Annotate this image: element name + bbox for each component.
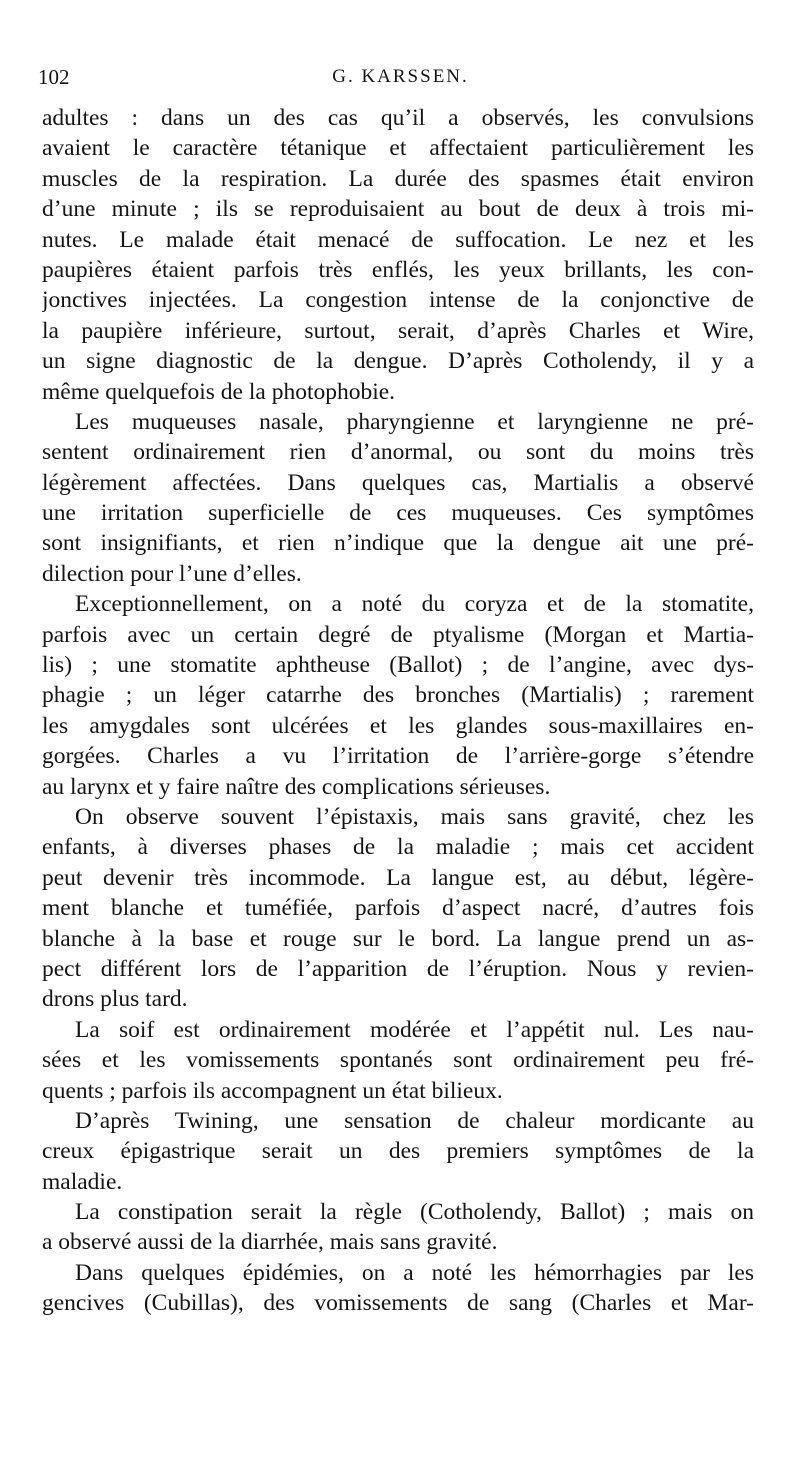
text-line: D’après Twining, une sensation de chaleur mordicante au	[75, 1107, 754, 1134]
text-line: dilection pour l’une d’elles.	[42, 560, 302, 587]
text-line: jonctives injectées. La congestion intense de la conjonctive de	[42, 287, 754, 314]
text-line: ment blanche et tuméfiée, parfois d’aspect nacré, d’autres fois	[42, 895, 754, 922]
text-line: quents ; parfois ils accompagnent un état bilieux.	[42, 1077, 503, 1104]
text-line: Les muqueuses nasale, pharyngienne et laryngienne ne pré-	[75, 408, 754, 435]
paragraph	[42, 1106, 754, 1197]
text-line: gencives (Cubillas), des vomissements de sang (Charles et Mar-	[42, 1290, 754, 1317]
text-line: sont insignifiants, et rien n’indique que la dengue ait une pré-	[42, 530, 754, 557]
text-line: même quelquefois de la photophobie.	[42, 378, 396, 405]
text-line: peut devenir très incommode. La langue est, au début, légère-	[42, 864, 754, 891]
text-line: sées et les vomissements spontanés sont ordinairement peu fré-	[42, 1047, 754, 1074]
text-line: parfois avec un certain degré de ptyalisme (Morgan et Martia-	[42, 621, 754, 648]
text-line: muscles de la respiration. La durée des spasmes était environ	[42, 165, 754, 192]
text-line: gorgées. Charles a vu l’irritation de l’arrière-gorge s’étendre	[42, 743, 754, 770]
text-line: La constipation serait la règle (Cotholendy, Ballot) ; mais on	[75, 1199, 754, 1226]
paragraph	[42, 103, 754, 407]
text-line: maladie.	[42, 1168, 123, 1195]
body-text	[42, 103, 754, 1319]
running-title: G. KARSSEN.	[332, 66, 469, 87]
paragraph	[42, 1197, 754, 1258]
paragraph	[42, 589, 754, 802]
paragraph	[42, 407, 754, 589]
text-line: les amygdales sont ulcérées et les glandes sous-maxillaires en-	[42, 712, 754, 739]
text-line: adultes : dans un des cas qu’il a observés, les convulsions	[42, 105, 754, 131]
text-line: pect différent lors de l’apparition de l’éruption. Nous y revien-	[42, 955, 754, 982]
text-line: La soif est ordinairement modérée et l’appétit nul. Les nau-	[75, 1016, 754, 1043]
text-line: blanche à la base et rouge sur le bord. La langue prend un as-	[42, 925, 754, 952]
text-line: creux épigastrique serait un des premiers symptômes de la	[42, 1138, 754, 1165]
text-line: lis) ; une stomatite aphtheuse (Ballot) ; de l’angine, avec dys-	[42, 652, 754, 679]
text-line: avaient le caractère tétanique et affectaient particulièrement les	[42, 135, 754, 162]
text-line: nutes. Le malade était menacé de suffocation. Le nez et les	[42, 226, 754, 253]
page-number: 102	[38, 65, 70, 89]
text-line: On observe souvent l’épistaxis, mais sans gravité, chez les	[75, 803, 754, 830]
text-line: sentent ordinairement rien d’anormal, ou sont du moins très	[42, 439, 754, 466]
paragraph	[42, 1015, 754, 1106]
paragraph	[42, 802, 754, 1015]
text-line: phagie ; un léger catarrhe des bronches (Martialis) ; rarement	[42, 682, 754, 709]
text-line: enfants, à diverses phases de la maladie ; mais cet accident	[42, 834, 754, 861]
text-line: une irritation superficielle de ces muqueuses. Ces symptômes	[42, 500, 754, 527]
text-line: la paupière inférieure, surtout, serait, d’après Charles et Wire,	[42, 317, 754, 344]
running-head	[38, 62, 763, 92]
text-line: d’une minute ; ils se reproduisaient au bout de deux à trois mi-	[42, 196, 754, 223]
text-line: un signe diagnostic de la dengue. D’après Cotholendy, il y a	[42, 348, 754, 375]
text-line: légèrement affectées. Dans quelques cas, Martialis a observé	[42, 469, 754, 496]
text-line: Dans quelques épidémies, on a noté les hémorrhagies par les	[75, 1259, 754, 1286]
text-line: paupières étaient parfois très enflés, les yeux brillants, les con-	[42, 256, 754, 283]
text-line: au larynx et y faire naître des complications sérieuses.	[42, 773, 551, 800]
text-line: drons plus tard.	[42, 986, 188, 1013]
paragraph	[42, 1258, 754, 1319]
text-line: Exceptionnellement, on a noté du coryza et de la stomatite,	[75, 591, 754, 618]
text-line: a observé aussi de la diarrhée, mais sans gravité.	[42, 1229, 498, 1256]
